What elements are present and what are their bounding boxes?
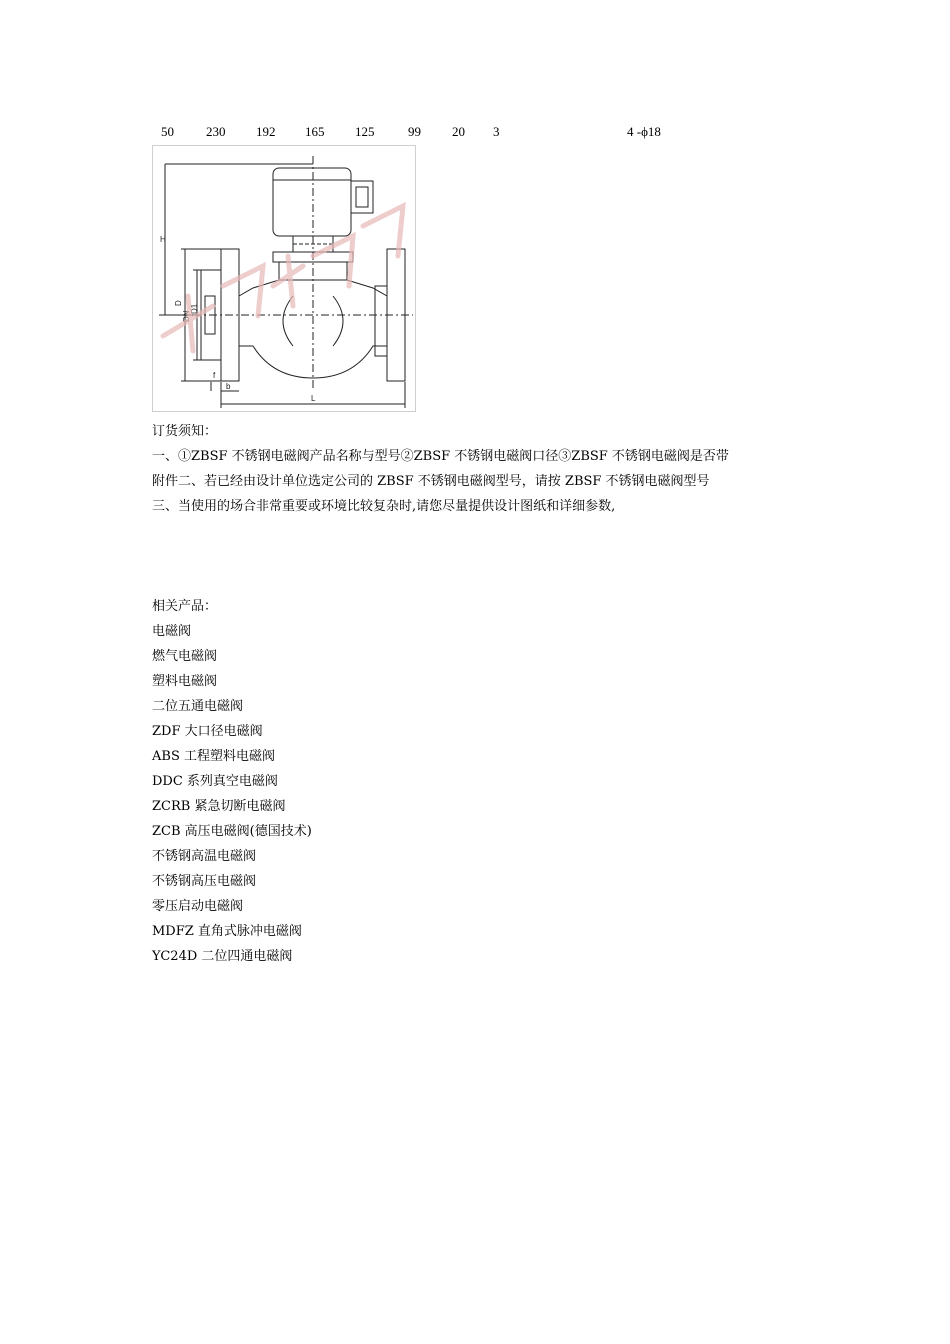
related-item: 零压启动电磁阀 [152, 899, 244, 914]
ordering-heading: 订货须知： [152, 424, 218, 439]
label-dn: DN [182, 310, 191, 322]
drawing-labels [160, 235, 316, 403]
related-heading: 相关产品： [152, 599, 218, 614]
dimension-row [0, 124, 950, 140]
dimension-value: 192 [256, 124, 276, 139]
related-item: YC24D 二位四通电磁阀 [152, 949, 293, 964]
label-d1: D1 [190, 303, 199, 314]
watermark-icon [163, 206, 403, 351]
dimension-value: 125 [355, 124, 375, 139]
related-item: ZCRB 紧急切断电磁阀 [152, 799, 286, 814]
dimension-value: 99 [408, 124, 421, 139]
related-item: 燃气电磁阀 [152, 649, 218, 664]
related-item: 不锈钢高压电磁阀 [152, 874, 257, 889]
ordering-line: 附件二、若已经由设计单位选定公司的 ZBSF 不锈钢电磁阀型号，请按 ZBSF 不锈钢电磁阀型号 [152, 474, 710, 489]
dimension-value: 20 [452, 124, 465, 139]
dimension-value: 165 [305, 124, 325, 139]
dimension-value: 230 [206, 124, 226, 139]
ordering-notes [152, 419, 852, 519]
related-item: ZCB 高压电磁阀(德国技术) [152, 824, 312, 839]
related-products [152, 594, 852, 969]
label-f: f [213, 371, 216, 380]
dimension-value: 50 [161, 124, 174, 139]
dimension-value: 4 -ϕ18 [627, 124, 661, 139]
solenoid-coil-icon [273, 168, 351, 236]
related-item: 塑料电磁阀 [152, 674, 218, 689]
connector-box-icon [351, 181, 373, 213]
label-d: D [174, 300, 183, 306]
valve-drawing-svg [153, 146, 415, 411]
related-item: 二位五通电磁阀 [152, 699, 244, 714]
related-item: ZDF 大口径电磁阀 [152, 724, 263, 739]
label-h: H [160, 235, 166, 244]
related-item: 电磁阀 [152, 624, 192, 639]
valve-drawing [152, 145, 416, 412]
label-b: b [226, 382, 231, 391]
ordering-line: 一、①ZBSF 不锈钢电磁阀产品名称与型号②ZBSF 不锈钢电磁阀口径③ZBSF 不锈钢电磁阀是否带 [152, 449, 729, 464]
label-l: L [311, 394, 316, 403]
related-item: MDFZ 直角式脉冲电磁阀 [152, 924, 302, 939]
related-item: DDC 系列真空电磁阀 [152, 774, 278, 789]
valve-outline [159, 156, 413, 408]
ordering-line: 三、当使用的场合非常重要或环境比较复杂时,请您尽量提供设计图纸和详细参数, [152, 499, 616, 514]
related-item: ABS 工程塑料电磁阀 [152, 749, 275, 764]
related-item: 不锈钢高温电磁阀 [152, 849, 257, 864]
dimension-value: 3 [493, 124, 500, 139]
